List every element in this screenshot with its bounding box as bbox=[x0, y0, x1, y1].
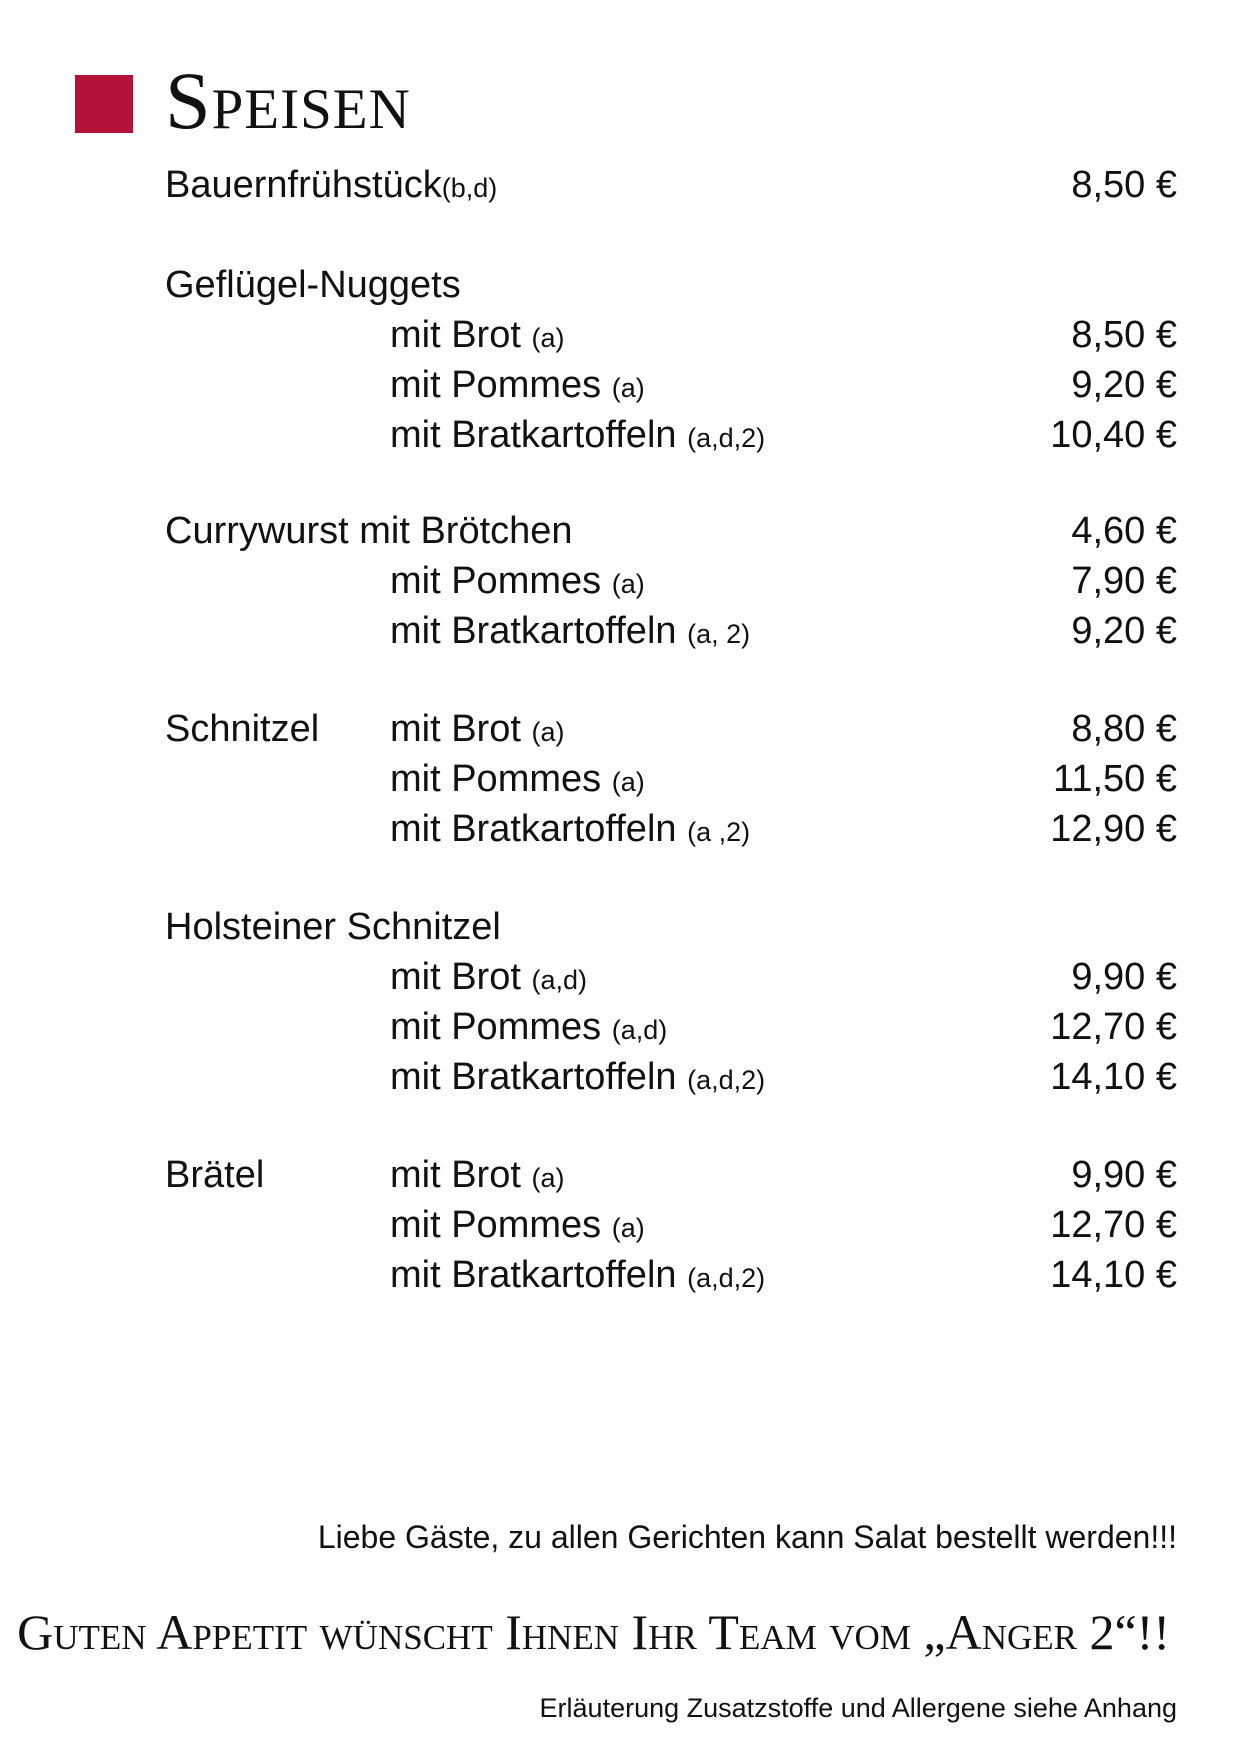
dish-name bbox=[165, 704, 319, 754]
menu-row bbox=[0, 754, 1240, 804]
price: 14,10 € bbox=[1050, 1056, 1177, 1098]
allergen-codes: (b,d) bbox=[441, 173, 498, 203]
allergen-codes: (a ,2) bbox=[687, 817, 751, 847]
menu-row bbox=[0, 260, 1240, 310]
menu-row bbox=[0, 160, 1240, 210]
price: 4,60 € bbox=[1071, 510, 1177, 552]
dish-label: Holsteiner Schnitzel bbox=[165, 906, 501, 948]
allergen-codes: (a,d) bbox=[611, 1015, 668, 1045]
allergen-codes: (a,d,2) bbox=[687, 423, 766, 453]
allergen-codes: (a) bbox=[611, 373, 645, 403]
variant-label: mit Bratkartoffeln bbox=[390, 414, 677, 456]
menu-row bbox=[0, 1002, 1240, 1052]
price: 8,50 € bbox=[1071, 164, 1177, 206]
variant-label: mit Brot bbox=[390, 1154, 521, 1196]
price: 12,70 € bbox=[1050, 1006, 1177, 1048]
allergen-codes: (a) bbox=[531, 323, 565, 353]
menu-row bbox=[0, 1200, 1240, 1250]
variant-name bbox=[390, 804, 750, 857]
menu-row bbox=[0, 1250, 1240, 1300]
variant-label: mit Pommes bbox=[390, 758, 602, 800]
dish-name bbox=[165, 506, 573, 556]
variant-label: mit Pommes bbox=[390, 1204, 602, 1246]
menu-row bbox=[0, 360, 1240, 410]
variant-name bbox=[390, 1200, 645, 1253]
allergen-codes: (a,d,2) bbox=[687, 1065, 766, 1095]
menu-row bbox=[0, 310, 1240, 360]
price: 9,90 € bbox=[1071, 1154, 1177, 1196]
dish-label: Schnitzel bbox=[165, 708, 320, 750]
variant-label: mit Brot bbox=[390, 314, 521, 356]
variant-name bbox=[390, 1052, 765, 1105]
price: 8,80 € bbox=[1071, 708, 1177, 750]
price: 9,90 € bbox=[1071, 956, 1177, 998]
variant-name bbox=[390, 1150, 564, 1203]
variant-label: mit Brot bbox=[390, 708, 521, 750]
page-title: Speisen bbox=[165, 55, 411, 146]
variant-name bbox=[390, 952, 587, 1005]
allergen-codes: (a,d,2) bbox=[687, 1263, 766, 1293]
dish-name bbox=[165, 160, 497, 213]
salad-note: Liebe Gäste, zu allen Gerichten kann Salat bestellt werden!!! bbox=[317, 1519, 1177, 1555]
menu-row bbox=[0, 1150, 1240, 1200]
price: 11,50 € bbox=[1053, 758, 1177, 800]
price: 9,20 € bbox=[1071, 364, 1177, 406]
variant-label: mit Bratkartoffeln bbox=[390, 1056, 677, 1098]
price: 7,90 € bbox=[1071, 560, 1177, 602]
allergen-codes: (a) bbox=[531, 717, 565, 747]
menu-row bbox=[0, 556, 1240, 606]
variant-name bbox=[390, 1250, 765, 1303]
dish-label: Currywurst mit Brötchen bbox=[165, 510, 573, 552]
dish-name bbox=[165, 1150, 264, 1200]
menu-row bbox=[0, 606, 1240, 656]
variant-label: mit Bratkartoffeln bbox=[390, 1254, 677, 1296]
menu-row bbox=[0, 804, 1240, 854]
allergen-footnote: Erläuterung Zusatzstoffe und Allergene siehe Anhang bbox=[539, 1693, 1177, 1723]
allergen-codes: (a) bbox=[611, 1213, 645, 1243]
variant-label: mit Brot bbox=[390, 956, 521, 998]
menu-row bbox=[0, 410, 1240, 460]
menu-row bbox=[0, 506, 1240, 556]
variant-label: mit Pommes bbox=[390, 1006, 602, 1048]
variant-label: mit Pommes bbox=[390, 560, 602, 602]
dish-name bbox=[165, 260, 461, 310]
variant-name bbox=[390, 754, 645, 807]
dish-label: Geflügel-Nuggets bbox=[165, 264, 461, 306]
dish-name bbox=[165, 902, 501, 952]
dish-label: Brätel bbox=[165, 1154, 265, 1196]
variant-name bbox=[390, 556, 645, 609]
menu-row bbox=[0, 902, 1240, 952]
allergen-codes: (a,d) bbox=[531, 965, 587, 995]
allergen-codes: (a, 2) bbox=[687, 619, 751, 649]
price: 8,50 € bbox=[1071, 314, 1177, 356]
variant-name bbox=[390, 704, 564, 757]
allergen-codes: (a) bbox=[611, 767, 645, 797]
variant-label: mit Pommes bbox=[390, 364, 602, 406]
greeting: Guten Appetit wünscht Ihnen Ihr Team vom „Anger 2“!! bbox=[17, 1604, 1170, 1660]
menu-row bbox=[0, 704, 1240, 754]
price: 14,10 € bbox=[1050, 1254, 1177, 1296]
price: 12,70 € bbox=[1050, 1204, 1177, 1246]
price: 12,90 € bbox=[1050, 808, 1177, 850]
dish-label: Bauernfrühstück bbox=[165, 164, 442, 206]
variant-label: mit Bratkartoffeln bbox=[390, 610, 677, 652]
price: 9,20 € bbox=[1071, 610, 1177, 652]
variant-label: mit Bratkartoffeln bbox=[390, 808, 677, 850]
accent-square bbox=[75, 75, 133, 133]
menu-row bbox=[0, 1052, 1240, 1102]
variant-name bbox=[390, 410, 765, 463]
allergen-codes: (a) bbox=[611, 569, 645, 599]
variant-name bbox=[390, 360, 645, 413]
allergen-codes: (a) bbox=[531, 1163, 565, 1193]
variant-name bbox=[390, 1002, 667, 1055]
price: 10,40 € bbox=[1050, 414, 1177, 456]
menu-row bbox=[0, 952, 1240, 1002]
variant-name bbox=[390, 606, 750, 659]
variant-name bbox=[390, 310, 564, 363]
